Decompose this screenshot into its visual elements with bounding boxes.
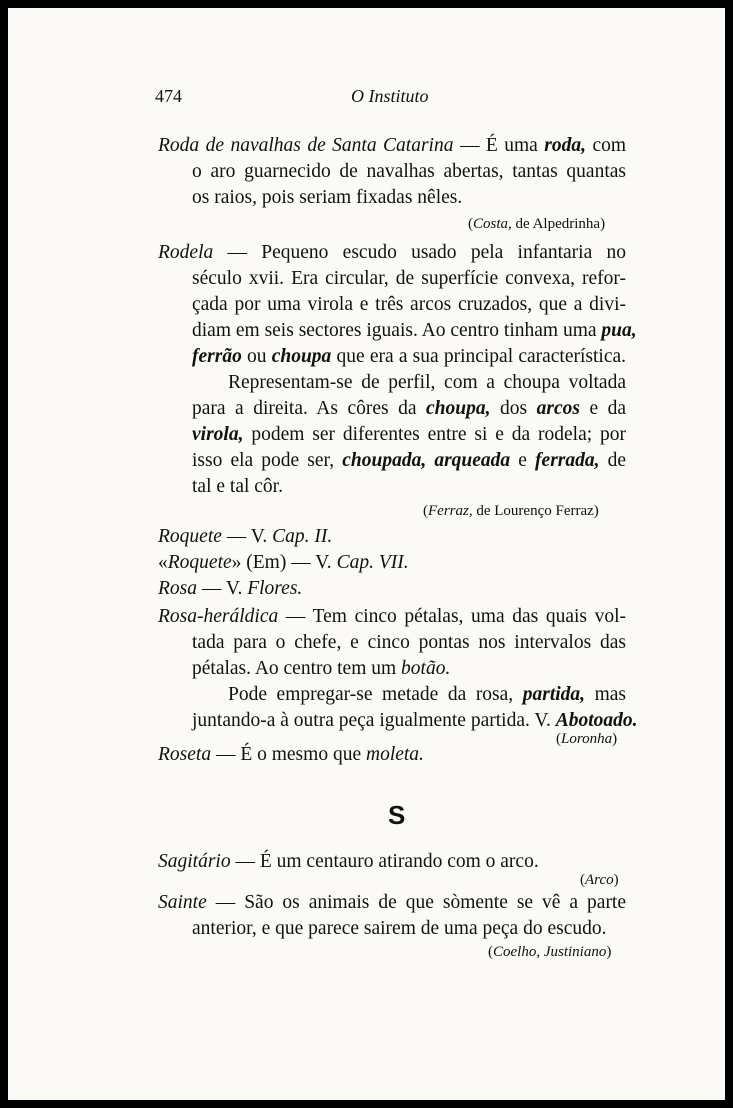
entry-line: o aro guarnecido de navalhas abertas, tantas quantas xyxy=(192,161,626,182)
entry-sagitario: Sagitário — É um centauro atirando com o arco. xyxy=(158,851,539,872)
source-citation: (Costa, de Alpedrinha) xyxy=(468,216,606,232)
entry-term: Rosa-heráldica xyxy=(158,606,279,627)
entry-sainte xyxy=(158,890,626,942)
entry-line: Rodela — Pequeno escudo usado pela infantaria no xyxy=(158,242,627,263)
entry-line: para a direita. As côres da choupa, dos arcos e da xyxy=(192,398,627,419)
running-title: O Instituto xyxy=(351,86,429,106)
entry-line: ferrão ou choupa que era a sua principal característica. xyxy=(192,346,627,367)
source-citation: (Ferraz, de Lourenço Ferraz) xyxy=(423,503,599,519)
entry-line: Sainte — São os animais de que sòmente se vê a parte xyxy=(158,892,627,913)
entry-rodela xyxy=(158,240,637,500)
entry-line: çada por uma virola e três arcos cruzados, que a divi- xyxy=(192,294,626,315)
entry-roseta: Roseta — É o mesmo que moleta. xyxy=(158,744,424,765)
entry-line: Rosa-heráldica — Tem cinco pétalas, uma das quais vol- xyxy=(158,606,626,627)
entry-line: Roda de navalhas de Santa Catarina — É uma roda, com xyxy=(158,135,627,156)
page-number: 474 xyxy=(155,86,182,106)
entry-line: virola, podem ser diferentes entre si e da rodela; por xyxy=(192,424,627,445)
entry-roquete: Roquete — V. Cap. II. xyxy=(158,526,333,547)
source-citation: (Arco) xyxy=(580,872,619,888)
entry-line: os raios, pois seriam fixadas nêles. xyxy=(192,187,463,208)
entry-line: diam em seis sectores iguais. Ao centro tinham uma pua, xyxy=(192,320,637,341)
entry-line: Representam-se de perfil, com a choupa voltada xyxy=(228,372,626,393)
entry-line: anterior, e que parece sairem de uma peça do escudo. xyxy=(192,918,607,939)
entry-rosa-heraldica xyxy=(158,604,638,734)
entry-line: isso ela pode ser, choupada, arqueada e ferrada, de xyxy=(192,450,627,471)
source-citation: (Coelho, Justiniano) xyxy=(488,944,612,960)
section-letter: S xyxy=(388,800,406,830)
entry-term: Rodela xyxy=(158,242,214,263)
source-citation: (Loronha) xyxy=(556,731,618,747)
entry-line: Pode empregar-se metade da rosa, partida, mas xyxy=(228,684,627,705)
entry-term: Roda de navalhas de Santa Catarina xyxy=(158,135,454,156)
entry-term: Sainte xyxy=(158,892,207,913)
entry-line: juntando-a à outra peça igualmente partida. V. Abotoado. xyxy=(192,710,638,731)
entry-line: tada para o chefe, e cinco pontas nos intervalos das xyxy=(192,632,626,653)
entry-rosa: Rosa — V. Flores. xyxy=(158,578,303,599)
entry-line: pétalas. Ao centro tem um botão. xyxy=(192,658,451,679)
entry-line: tal e tal côr. xyxy=(192,476,283,497)
entry-roquete-em: «Roquete» (Em) — V. Cap. VII. xyxy=(158,552,409,573)
entry-roda-de-navalhas xyxy=(158,133,626,211)
entry-line: século xvii. Era circular, de superfície convexa, refor- xyxy=(192,268,626,289)
